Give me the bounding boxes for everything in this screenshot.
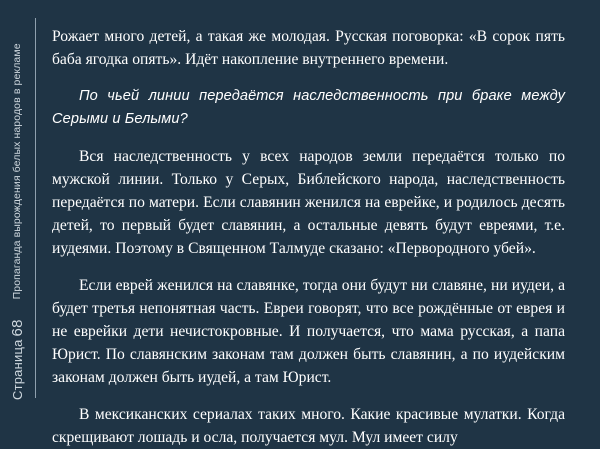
page-content <box>52 0 565 446</box>
paragraph: Если еврей женился на славянке, тогда они будут ни славяне, ни иудеи, а будет третья непонятная часть. Евреи говорят, что все рождённые от еврея и не еврейки дети нечистокровные. И получается, что мама русская, а папа Юрист. По славянским законам там должен быть славянин, а по иудейским законам должен быть иудей, а там Юрист. <box>52 277 565 386</box>
paragraph: Рожает много детей, а такая же молодая. Русская поговорка: «В сорок пять баба ягодка опять». Идёт накопление внутреннего времени. <box>52 28 565 68</box>
sidebar-text <box>2 20 32 400</box>
paragraph: Вся наследственность у всех народов земли передаётся только по мужской линии. Только у Серых, Библейского народа, наследственность передаётся по матери. Если славянин женился на еврейке, и родилось десять детей, то первый будет славянин, а остальные девять будут евреями, т.е. иудеями. Поэтому в Священном Талмуде сказано: «Первородного убей». <box>52 148 565 257</box>
page-label: Страница <box>9 339 25 400</box>
sidebar-divider <box>35 18 36 398</box>
page-number-label <box>9 319 26 400</box>
sidebar <box>0 0 43 423</box>
page-number: 68 <box>8 319 26 337</box>
question-heading: По чьей линии передаётся наследственность при браке между Серыми и Белыми? <box>52 88 565 127</box>
running-title: Пропаганда вырождения белых народов в рекламе <box>11 43 23 300</box>
paragraph: В мексиканских сериалах таких много. Какие красивые мулатки. Когда скрещивают лошадь и осла, получается мул. Мул имеет силу <box>52 406 565 446</box>
